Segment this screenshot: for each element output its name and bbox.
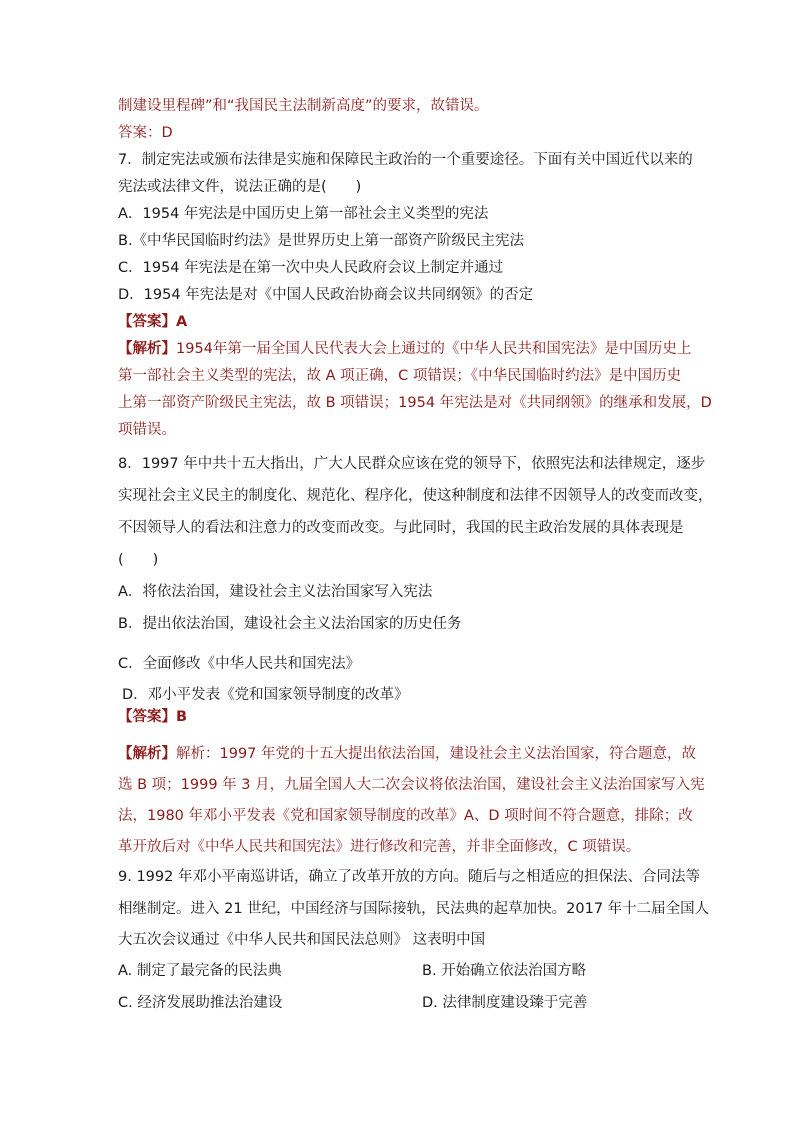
q7-option-a: A．1954 年宪法是中国历史上第一部社会主义类型的宪法 (118, 206, 489, 222)
q8-analysis-label: 【解析】 (118, 746, 176, 762)
q8-option-c: C．全面修改《中华人民共和国宪法》 (118, 656, 361, 672)
q7-analysis-line4: 项错误。 (118, 422, 176, 438)
prev-answer: 答案：D (118, 125, 173, 141)
q7-option-b: B.《中华民国临时约法》是世界历史上第一部资产阶级民主宪法 (118, 233, 525, 249)
q8-analysis-line2: 选 B 项；1999 年 3 月，九届全国人大二次会议将依法治国，建设社会主义法治国家写入宪 (118, 777, 705, 793)
q7-analysis-text1: 1954年第一届全国人民代表大会上通过的《中华人民共和国宪法》是中国历史上 (176, 341, 692, 357)
q8-analysis-line1 (118, 744, 696, 764)
q7-answer (118, 312, 187, 332)
q8-stem-line4: ( ) (118, 552, 159, 568)
q7-answer-label: 【答案】 (118, 314, 176, 330)
q7-stem-line1: 7．制定宪法或颁布法律是实施和保障民主政治的一个重要途径。下面有关中国近代以来的 (118, 152, 693, 168)
q8-option-b: B．提出依法治国，建设社会主义法治国家的历史任务 (118, 616, 462, 632)
q9-option-c: C. 经济发展助推法治建设 (118, 995, 283, 1011)
q9-stem-line3: 大五次会议通过《中华人民共和国民法总则》 这表明中国 (118, 932, 486, 948)
q7-answer-value: A (176, 314, 188, 330)
q8-stem-line1: 8．1997 年中共十五大指出，广大人民群众应该在党的领导下，依照宪法和法律规定，逐步 (118, 456, 706, 472)
q7-analysis-line2: 第一部社会主义类型的宪法，故 A 项正确，C 项错误；《中华民国临时约法》是中国历史 (118, 368, 682, 384)
q8-answer (118, 707, 187, 727)
q9-option-a: A. 制定了最完备的民法典 (118, 963, 282, 979)
prev-analysis-tail: 制建设里程碑”和“我国民主法制新高度”的要求，故错误。 (118, 98, 489, 114)
q8-analysis-text1: 解析：1997 年党的十五大提出依法治国，建设社会主义法治国家，符合题意，故 (176, 746, 697, 762)
q8-option-d: D．邓小平发表《党和国家领导制度的改革》 (122, 687, 409, 703)
q7-analysis-line3: 上第一部资产阶级民主宪法，故 B 项错误；1954 年宪法是对《共同纲领》的继承和发展，D (118, 395, 712, 411)
q7-analysis-line1 (118, 339, 691, 359)
q7-stem-line2: 宪法或法律文件，说法正确的是( ) (118, 179, 362, 195)
q9-stem-line1: 9. 1992 年邓小平南巡讲话，确立了改革开放的方向。随后与之相适应的担保法、合同法等 (118, 869, 700, 885)
q8-option-a: A．将依法治国，建设社会主义法治国家写入宪法 (118, 584, 433, 600)
q8-analysis-line3: 法，1980 年邓小平发表《党和国家领导制度的改革》A、D 项时间不符合题意，排除；改 (118, 808, 693, 824)
q8-stem-line3: 不因领导人的看法和注意力的改变而改变。与此同时，我国的民主政治发展的具体表现是 (118, 520, 684, 536)
q8-analysis-line4: 革开放后对《中华人民共和国宪法》进行修改和完善，并非全面修改，C 项错误。 (118, 839, 641, 855)
q8-answer-label: 【答案】 (118, 709, 176, 725)
q7-analysis-label: 【解析】 (118, 341, 176, 357)
q9-option-b: B. 开始确立依法治国方略 (422, 963, 587, 979)
q7-option-d: D．1954 年宪法是对《中国人民政治协商会议共同纲领》的否定 (118, 287, 534, 303)
q8-stem-line2: 实现社会主义民主的制度化、规范化、程序化，使这种制度和法律不因领导人的改变而改变， (118, 488, 713, 504)
q9-stem-line2: 相继制定。进入 21 世纪，中国经济与国际接轨，民法典的起草加快。2017 年十二届全国人 (118, 901, 710, 917)
q8-answer-value: B (176, 709, 188, 725)
q9-option-d: D. 法律制度建设臻于完善 (422, 995, 588, 1011)
q7-option-c: C．1954 年宪法是在第一次中央人民政府会议上制定并通过 (118, 260, 504, 276)
